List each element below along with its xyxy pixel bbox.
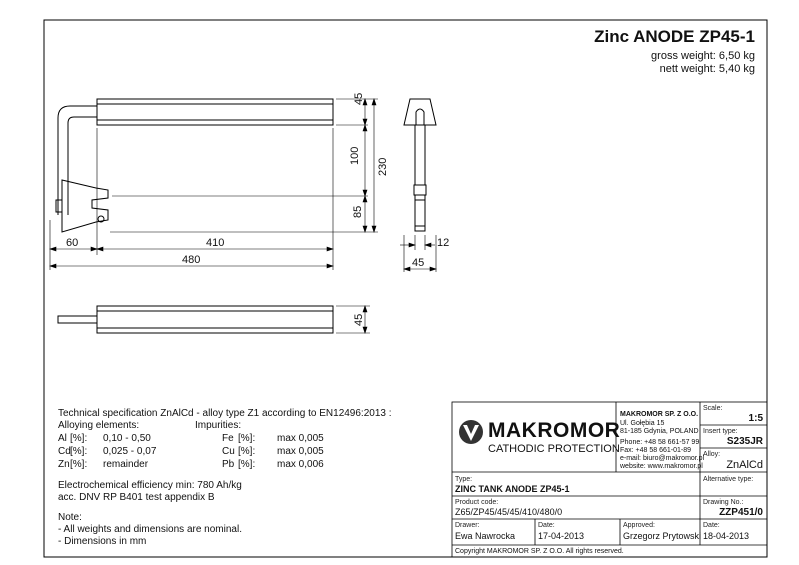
approval-date-label: Date: xyxy=(703,522,720,529)
type-value: ZINC TANK ANODE ZP45-1 xyxy=(455,484,570,494)
spec-line: Technical specification ZnAlCd - alloy type Z1 according to EN12496:2013 : xyxy=(58,408,392,419)
insert-value: S235JR xyxy=(726,436,763,447)
efficiency: Electrochemical efficiency min: 780 Ah/kg xyxy=(58,480,242,491)
dim-85: 85 xyxy=(352,205,364,218)
row-imp-unit: [%]: xyxy=(238,459,256,470)
top-insert xyxy=(58,316,97,323)
row-imp: Cu xyxy=(222,446,235,457)
drawer-label: Drawer: xyxy=(455,522,480,529)
product-label: Product code: xyxy=(455,499,499,506)
row-el: Zn xyxy=(58,459,70,470)
dim-410: 410 xyxy=(206,237,225,249)
row-val: 0,025 - 0,07 xyxy=(103,446,157,457)
dim-100: 100 xyxy=(349,146,361,165)
note-1: - All weights and dimensions are nominal. xyxy=(58,524,242,535)
dim-60: 60 xyxy=(66,237,79,249)
company-name: MAKROMOR SP. Z O.O. xyxy=(620,411,699,418)
alternative-label: Alternative type: xyxy=(703,476,754,483)
dim-230: 230 xyxy=(377,157,389,176)
weights xyxy=(651,50,755,76)
company-city: 81-185 Gdynia, POLAND xyxy=(620,428,699,435)
dim-45-bottom: 45 xyxy=(353,313,365,326)
makromor-logo-icon xyxy=(459,420,483,444)
row-el: Cd xyxy=(58,446,71,457)
gross-weight: gross weight: 6,50 kg xyxy=(651,50,755,62)
top-anode-body xyxy=(97,306,333,333)
company-fax: Fax: +48 58 661-01-89 xyxy=(620,447,692,454)
insert-bar xyxy=(58,106,97,215)
anode-body xyxy=(97,99,333,125)
approved-label: Approved: xyxy=(623,522,655,529)
logo-name: MAKROMOR xyxy=(488,419,621,442)
side-view xyxy=(404,99,436,231)
copyright: Copyright MAKROMOR SP. Z O.O. All rights reserved. xyxy=(455,548,624,555)
sheet-border xyxy=(44,20,767,557)
impurities-heading: Impurities: xyxy=(195,420,242,431)
top-view xyxy=(58,306,333,333)
insert-fork xyxy=(62,180,108,232)
scale-label: Scale: xyxy=(703,405,723,412)
row-imp-unit: [%]: xyxy=(238,446,256,457)
row-unit: [%]: xyxy=(70,459,88,470)
row-imp-val: max 0,006 xyxy=(277,459,324,470)
note-2: - Dimensions in mm xyxy=(58,536,147,547)
drawer-value: Ewa Nawrocka xyxy=(455,531,516,541)
nett-weight: nett weight: 5,40 kg xyxy=(659,63,755,75)
scale-value: 1:5 xyxy=(748,413,763,424)
row-imp: Pb xyxy=(222,459,235,470)
logo-subtitle: CATHODIC PROTECTION xyxy=(488,443,620,455)
insert-label: Insert type: xyxy=(703,428,738,435)
row-imp-unit: [%]: xyxy=(238,433,256,444)
drawing-title: Zinc ANODE ZP45-1 xyxy=(594,27,755,46)
approved-value: Grzegorz Prytowski xyxy=(623,531,702,541)
dnv-reference: acc. DNV RP B401 test appendix B xyxy=(58,492,215,503)
front-view xyxy=(56,99,333,232)
row-val: 0,10 - 0,50 xyxy=(103,433,151,444)
dim-12: 12 xyxy=(437,237,450,249)
date-label: Date: xyxy=(538,522,555,529)
date-value: 17-04-2013 xyxy=(538,531,585,541)
row-imp-val: max 0,005 xyxy=(277,433,324,444)
alloy-value: ZnAlCd xyxy=(726,459,763,471)
dim-480: 480 xyxy=(182,254,201,266)
dim-45-top: 45 xyxy=(353,92,365,105)
alloying-heading: Alloying elements: xyxy=(58,420,140,431)
side-trapezoid xyxy=(404,99,436,125)
dim-45-side: 45 xyxy=(412,257,425,269)
row-unit: [%]: xyxy=(70,446,88,457)
insert-nut xyxy=(56,200,62,212)
row-imp-val: max 0,005 xyxy=(277,446,324,457)
type-label: Type: xyxy=(455,476,473,483)
alloy-label: Alloy: xyxy=(703,451,721,458)
approval-date-value: 18-04-2013 xyxy=(703,531,750,541)
company-email: e-mail: biuro@makromor.pl xyxy=(620,455,705,462)
company-phone: Phone: +48 58 661-57 99 xyxy=(620,439,700,446)
row-val: remainder xyxy=(103,459,149,470)
note-heading: Note: xyxy=(58,512,82,523)
row-el: Al xyxy=(58,433,67,444)
company-website: website: www.makromor.pl xyxy=(620,463,703,470)
row-imp: Fe xyxy=(222,433,234,444)
drawing-number-label: Drawing No.: xyxy=(703,499,744,506)
company-street: Ul. Gołębia 15 xyxy=(620,420,665,427)
row-unit: [%]: xyxy=(70,433,88,444)
drawing-number-value: ZZP451/0 xyxy=(719,507,763,518)
product-value: Z65/ZP45/45/45/410/480/0 xyxy=(455,507,563,517)
